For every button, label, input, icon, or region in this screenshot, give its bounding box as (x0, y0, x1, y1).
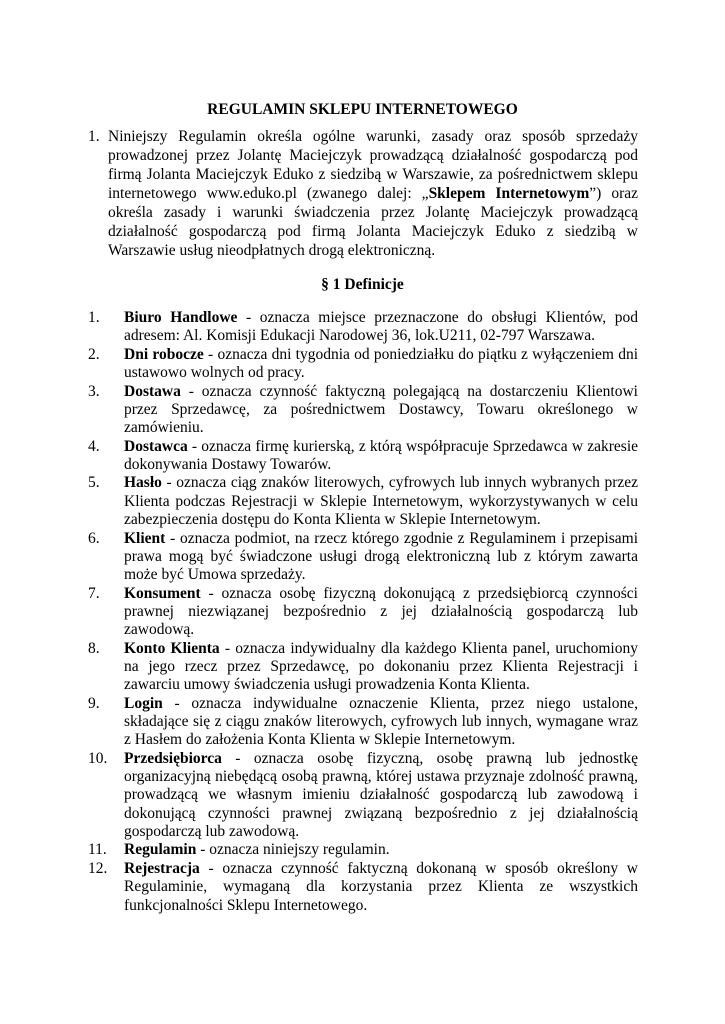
intro-number: 1. (88, 128, 100, 145)
definition-text: - oznacza indywidualne oznaczenie Klienta, przez niego ustalone, składające się z ciągu znaków literowych, cyfrowych lub innych, wymagane wraz z Hasłem do założenia Konta Klienta w Sklepie Internetowym. (124, 694, 638, 749)
definition-item (88, 383, 638, 438)
definition-text: - oznacza indywidualny dla każdego Klienta panel, uruchomiony na jego rzecz przez Sprzedawcę, po dokonaniu przez Klienta Rejestracji i zawarciu umowy świadczenia usługi prowadzenia Konta Klienta. (124, 639, 638, 694)
definition-term: Klient (124, 529, 166, 547)
definition-text: - oznacza firmę kurierską, z którą współpracuje Sprzedawca w zakresie dokonywania Dostawy Towarów. (124, 437, 638, 473)
definition-number: 12. (88, 859, 108, 877)
definition-text: - oznacza podmiot, na rzecz którego zgodnie z Regulaminem i przepisami prawa mogą być świadczone usługi drogą elektroniczną lub z którym zawarta może być Umowa sprzedaży. (124, 529, 638, 584)
intro-text-bold: Sklepem Internetowym (428, 185, 590, 202)
definition-term: Hasło (124, 474, 162, 492)
definition-item (88, 585, 638, 640)
intro-text-before: Niniejszy Regulamin określa ogólne warunki, zasady oraz sposób sprzedaży prowadzonej przez Jolantę Maciejczyk prowadzącą działalność gospodarczą pod firmą Jolanta Maciejczyk Eduko z siedzibą w Warszawie, za pośrednictwem sklepu internetowego www.eduko.pl (zwanego dalej: „ (108, 128, 638, 202)
definition-number: 3. (88, 382, 100, 400)
definition-item (88, 474, 638, 529)
definition-term: Regulamin (124, 841, 197, 859)
definition-number: 10. (88, 749, 108, 767)
intro-paragraph (88, 127, 638, 260)
definition-item (88, 530, 638, 585)
definition-term: Przedsiębiorca (124, 749, 222, 767)
definition-text: - oznacza dni tygodnia od poniedziałku do piątku z wyłączeniem dni ustawowo wolnych od pracy. (124, 345, 638, 382)
definition-text: - oznacza czynność faktyczną dokonaną w sposób określony w Regulaminie, wymaganą dla korzystania przez Klienta ze wszystkich funkcjonalności Sklepu Internetowego. (124, 859, 638, 914)
definition-number: 4. (88, 437, 100, 455)
section-title: § 1 Definicje (321, 276, 404, 293)
definition-number: 5. (88, 474, 100, 492)
intro-text-after: ”) oraz określa zasady i warunki świadczenia przez Jolantę Maciejczyk prowadzącą działalność gospodarczą pod firmą Jolanta Maciejczyk Eduko z siedzibą w Warszawie usług nieodpłatnych drogą elektroniczną. (108, 185, 638, 259)
definition-text: - oznacza niniejszy regulamin. (196, 841, 390, 859)
definition-number: 2. (88, 345, 100, 363)
definition-item (88, 346, 638, 383)
definition-number: 7. (88, 584, 100, 602)
definition-item (88, 640, 638, 695)
definition-text: - oznacza osobę fizyczną, osobę prawną lub jednostkę organizacyjną niebędącą osobą prawną, której ustawa przyznaje zdolność prawną, prowadzącą we własnym imieniu działalność gospodarczą lub zawodową i dokonującą czynności prawnej związaną bezpośrednio z jej działalnością gospodarczą lub zawodową. (124, 749, 638, 840)
definition-item (88, 750, 638, 841)
intro-body (108, 127, 638, 260)
definition-number: 6. (88, 529, 100, 547)
definition-number: 11. (88, 841, 107, 859)
definition-text: - oznacza miejsce przeznaczone do obsługi Klientów, pod adresem: Al. Komisji Edukacji Narodowej 36, lok.U211, 02-797 Warszawa. (124, 309, 638, 345)
definition-item (88, 438, 638, 475)
definition-text: - oznacza ciąg znaków literowych, cyfrowych lub innych wybranych przez Klienta podczas Rejestracji w Sklepie Internetowym, wykorzystywanych w celu zabezpieczenia dostępu do Konta Klienta w Sklepie Internetowym. (124, 474, 638, 529)
definition-item (88, 860, 638, 915)
definition-term: Dni robocze (124, 345, 204, 363)
definition-term: Dostawa (124, 382, 181, 400)
document-title: REGULAMIN SKLEPU INTERNETOWEGO (207, 101, 518, 118)
definition-text: - oznacza osobę fizyczną dokonującą z przedsiębiorcą czynności prawnej niezwiązanej bezpośrednio z jej działalnością gospodarczą lub zawodową. (124, 584, 638, 639)
definition-item (88, 309, 638, 346)
definition-term: Biuro Handlowe (124, 309, 238, 326)
definition-term: Konto Klienta (124, 639, 220, 657)
definition-text: - oznacza czynność faktyczną polegającą na dostarczeniu Klientowi przez Sprzedawcę, za pośrednictwem Dostawcy, Towaru określonego w zamówieniu. (124, 382, 638, 437)
definition-number: 1. (88, 309, 100, 326)
definition-term: Login (124, 694, 163, 712)
definition-number: 9. (88, 694, 100, 712)
definition-term: Konsument (124, 584, 201, 602)
definition-term: Dostawca (124, 437, 188, 455)
definition-item (88, 841, 638, 859)
definitions-list (88, 309, 638, 915)
definition-term: Rejestracja (124, 859, 200, 877)
definition-number: 8. (88, 639, 100, 657)
definition-item (88, 695, 638, 750)
